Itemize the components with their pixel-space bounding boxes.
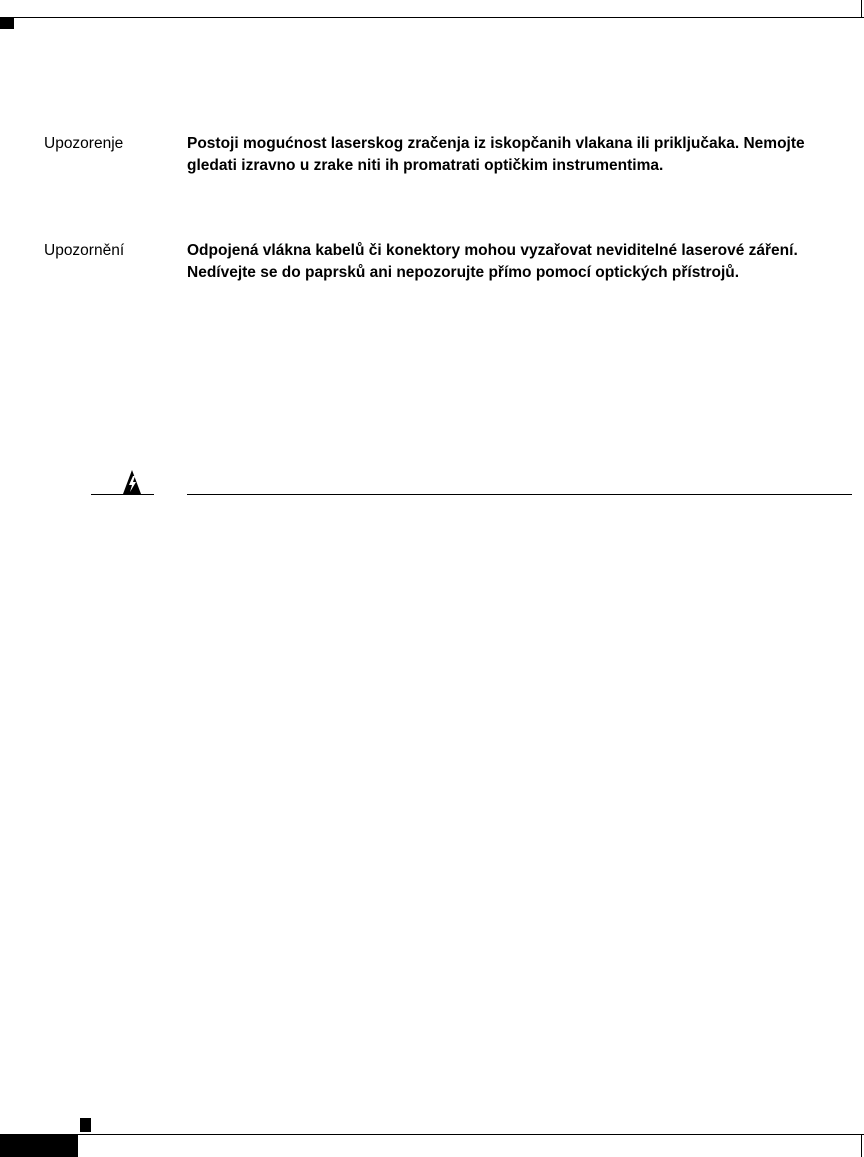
warning-label: Upozornění [44,242,125,259]
footer-mark [80,1118,91,1132]
footer-rule [0,1134,864,1135]
warning-icon [120,469,156,495]
header-corner-mark [0,18,14,29]
warning-text: Odpojená vlákna kabelů či konektory mohou vyzařovat neviditelné laserové záření. Nedívejte se do paprsků ani nepozorujte přímo pomocí optických přístrojů. [187,242,798,281]
warning-text: Postoji mogućnost laserskog zračenja iz iskopčanih vlakana ili priključaka. Nemojte gledati izravno u zrake niti ih promatrati optičkim instrumentima. [187,135,805,174]
section-rule-short [91,494,154,495]
header-rule [0,17,864,18]
footer-tab [0,1134,78,1157]
header-right-tick [861,0,862,18]
warning-label: Upozorenje [44,135,124,152]
footer-right-tick [861,1134,862,1157]
section-rule [187,494,852,495]
